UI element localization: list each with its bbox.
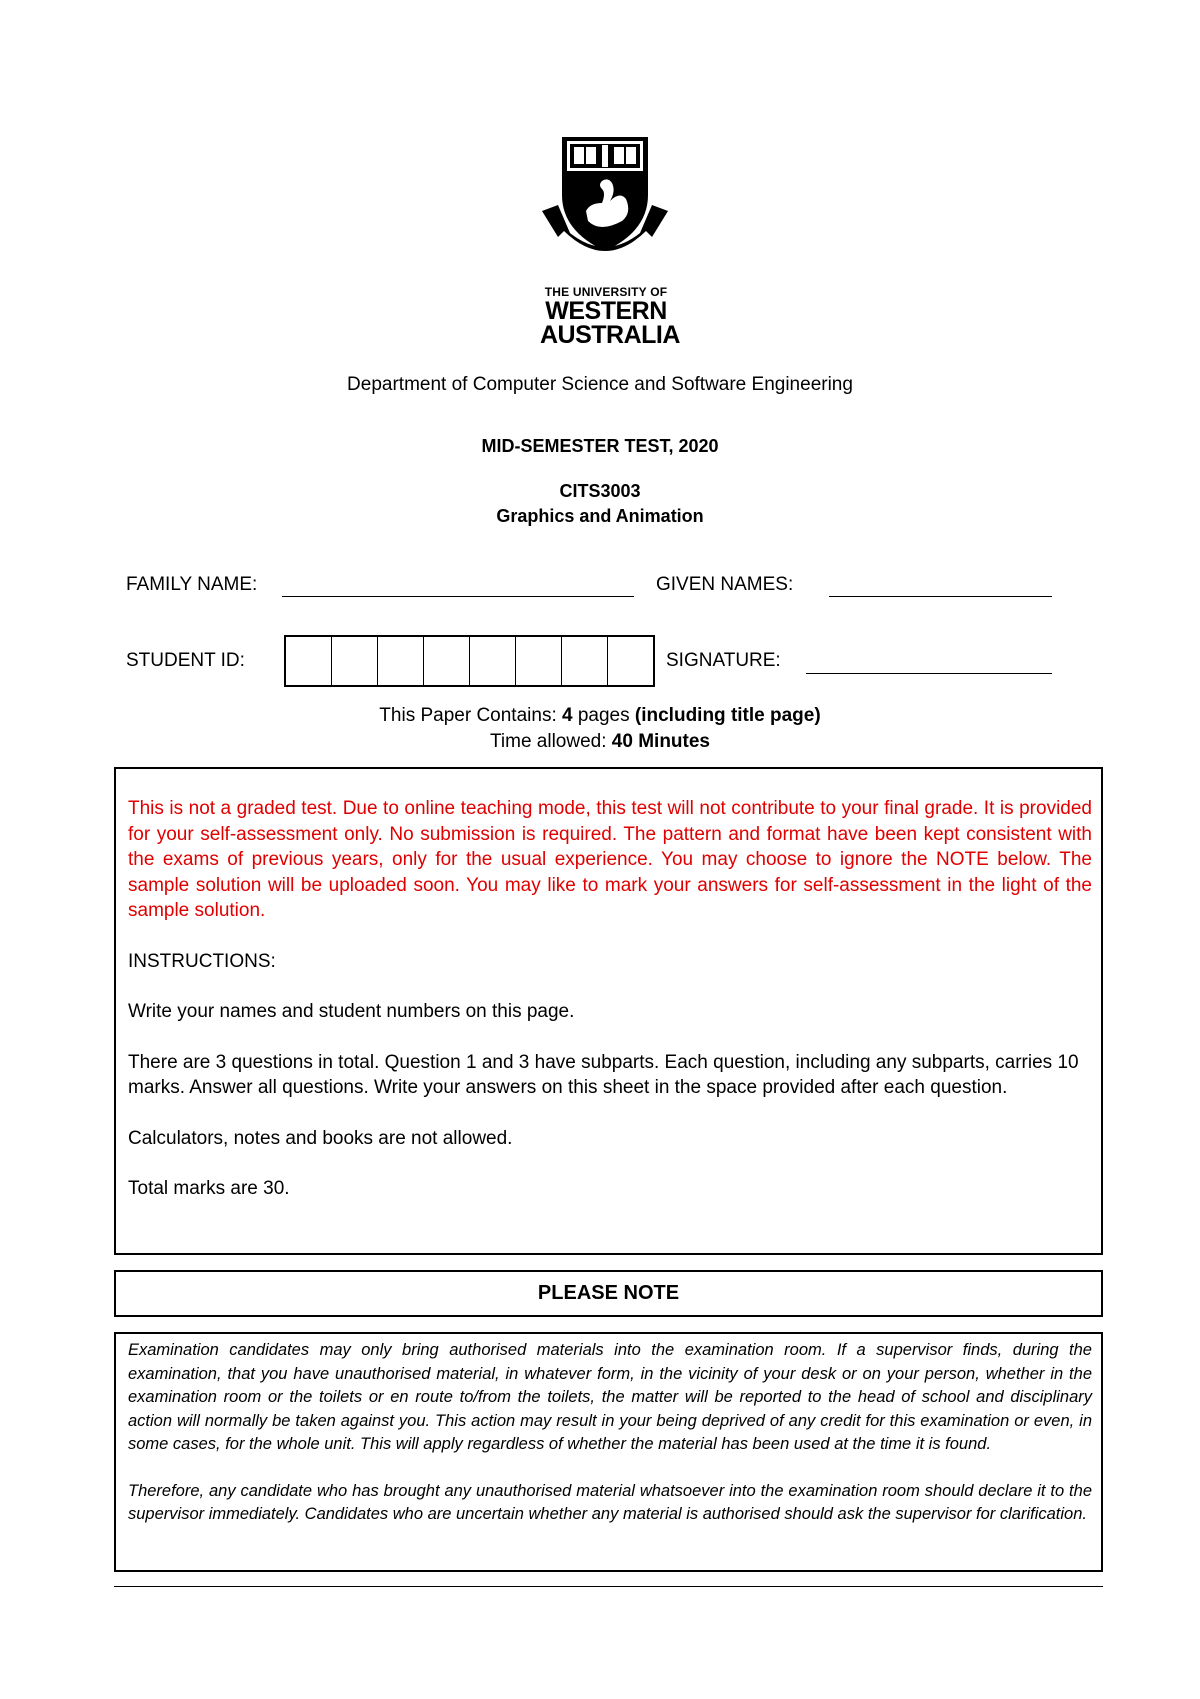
student-id-digit[interactable] xyxy=(378,637,424,685)
wordmark-line-3: AUSTRALIA xyxy=(540,321,680,349)
pages-mid: pages xyxy=(572,705,635,726)
note-box xyxy=(114,1332,1103,1572)
test-title: MID-SEMESTER TEST, 2020 xyxy=(481,436,719,456)
instruction-questions: There are 3 questions in total. Question 1 and 3 have subparts. Each question, including any subparts, carries 10 marks. Answer all questions. Write your answers on this sheet in the space provided after each question. xyxy=(128,1051,1079,1098)
page-count-line xyxy=(0,705,1200,727)
student-id-digit[interactable] xyxy=(608,637,653,685)
signature-field[interactable] xyxy=(806,673,1052,674)
student-id-digit[interactable] xyxy=(516,637,562,685)
note-paragraph-1: Examination candidates may only bring authorised materials into the examination room. If a supervisor finds, during the examination, that you have unauthorised material, in whatever form, in the vicinity of your desk or on your person, whether in the examination room or the toilets or en route to/from the toilets, the matter will be reported to the head of school and disciplinary action will normally be taken against you. This action may result in your being deprived of any credit for this examination or even, in some cases, for the whole unit. This will apply regardless of whether the material has been used at the time it is found. xyxy=(128,1341,1092,1453)
wordmark-line-1: THE UNIVERSITY OF xyxy=(544,285,668,299)
instruction-names: Write your names and student numbers on this page. xyxy=(128,1001,575,1022)
pages-prefix: This Paper Contains: xyxy=(379,705,562,726)
student-id-digit[interactable] xyxy=(562,637,608,685)
pages-suffix: (including title page) xyxy=(634,705,821,726)
given-names-field[interactable] xyxy=(829,596,1052,597)
instruction-total-marks: Total marks are 30. xyxy=(128,1178,290,1199)
note-paragraph-2: Therefore, any candidate who has brought any unauthorised material whatsoever into the examination room should declare it to the supervisor immediately. Candidates who are uncertain whether any material is authorised should ask the supervisor for clarification. xyxy=(128,1481,1092,1523)
student-id-label: STUDENT ID: xyxy=(126,650,245,671)
student-id-digit[interactable] xyxy=(332,637,378,685)
university-crest-logo xyxy=(540,133,670,283)
crest-motto: SEEK WISDOM xyxy=(579,251,631,258)
please-note-heading: PLEASE NOTE xyxy=(114,1270,1103,1317)
not-graded-notice: This is not a graded test. Due to online teaching mode, this test will not contribute to your final grade. It is provided for your self-assessment only. No submission is required. The pattern and format have been kept consistent with the exams of previous years, only for the usual experience. You may choose to ignore the NOTE below. The sample solution will be uploaded soon. You may like to mark your answers for self-assessment in the light of the sample solution. xyxy=(128,798,1092,921)
student-id-digit[interactable] xyxy=(470,637,516,685)
family-name-label: FAMILY NAME: xyxy=(126,574,258,595)
course-name: Graphics and Animation xyxy=(496,506,704,526)
instructions-heading: INSTRUCTIONS: xyxy=(128,950,276,972)
time-allowed-line xyxy=(0,731,1200,753)
student-id-digit[interactable] xyxy=(424,637,470,685)
course-code: CITS3003 xyxy=(559,481,641,501)
wordmark-line-2: WESTERN xyxy=(545,297,667,325)
time-value: 40 Minutes xyxy=(611,731,710,752)
instructions-box xyxy=(114,767,1103,1255)
time-prefix: Time allowed: xyxy=(490,731,612,752)
family-name-field[interactable] xyxy=(282,596,634,597)
bottom-divider xyxy=(114,1586,1103,1587)
signature-label: SIGNATURE: xyxy=(666,650,781,671)
given-names-label: GIVEN NAMES: xyxy=(656,574,794,595)
pages-count: 4 xyxy=(562,705,573,726)
student-id-boxes[interactable] xyxy=(284,635,655,687)
university-wordmark xyxy=(540,285,680,349)
department-title: Department of Computer Science and Software Engineering xyxy=(347,374,853,395)
instruction-calculators: Calculators, notes and books are not allowed. xyxy=(128,1127,513,1149)
student-id-digit[interactable] xyxy=(286,637,332,685)
